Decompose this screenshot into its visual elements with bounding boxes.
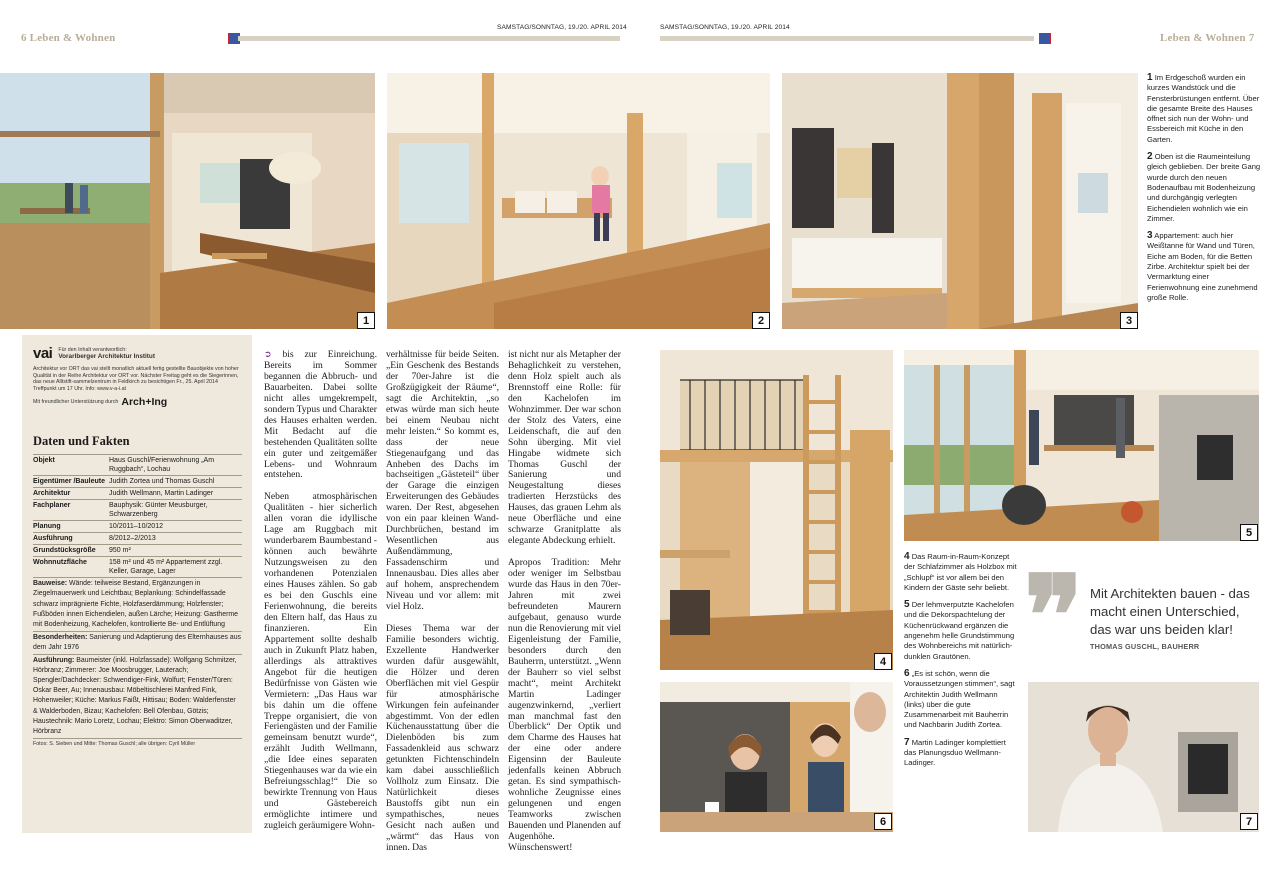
caption-7	[904, 738, 1019, 769]
photo-number-1: 1	[357, 312, 375, 329]
article-paragraph: verhältnisse für beide Seiten. „Ein Geschenk des Bestands der 70er-Jahre ist die Großzügigkeit der Räume“, sagt die Architektin, „so etwas würde man sich heute bei einem Neubau nicht mehr leisten.“ So kommt es, dass der neue Stiegenaufgang und das Anheben des Dachs im bachseitigen „Gästeteil“ über der Garage die einzigen Erweiterungen des Gebäudes waren. Der Rest, abgesehen von ein paar kleinen Wand-Durchbrüchen, bestand im Wesentlichen aus Außendämmung, Fassadenschirm und Innenausbau. Dies alles aber auf hohem, ansprechendem Niveau und vor allem: mit viel Holz.	[386, 349, 499, 612]
newspaper-logo-icon	[1039, 33, 1051, 44]
article-paragraph: ist nicht nur als Metapher der Behaglichkeit zu verstehen, denn Holz spielt auch als Brennstoff eine Rolle: für den Kachelofen im Wohnzimmer. Der war schon der Stolz des Vaters, eine Leidenschaft, die auf den Sohn überging. Mit viel Hingabe widmete sich Thomas Guschl der Sanierung und Neugestaltung dieses tradierten Herzstücks des Hauses, das grauen Lehm als neue Oberfläche und eine schwarze Granitplatte als elegante Abdeckung erhielt.	[508, 349, 621, 547]
bottom-captions	[904, 552, 1019, 776]
sponsor-logo: Arch+Ing	[121, 396, 168, 409]
caption-1	[1147, 73, 1262, 145]
photo-loft-ladder	[660, 350, 893, 670]
left-page-header	[21, 32, 115, 44]
facts-besonderheiten: Besonderheiten: Sanierung und Adaptierung des Elternhauses aus dem Jahr 1976	[33, 632, 242, 655]
photo-number-2: 2	[752, 312, 770, 329]
photo-living-stove	[904, 350, 1259, 541]
top-captions	[1147, 73, 1262, 310]
caption-text: Das Raum-in-Raum-Konzept der Schlafzimmer als Holzbox mit „Schlupf“ ist vor allem bei den Kindern der Gäste sehr beliebt.	[904, 552, 1017, 592]
caption-3	[1147, 231, 1262, 303]
continued-arrow-icon: ➲	[264, 350, 272, 360]
support-label: Mit freundlicher Unterstützung durch	[33, 399, 119, 406]
caption-number: 7	[904, 736, 910, 748]
facts-table	[33, 454, 242, 578]
quote-source: THOMAS GUSCHL, BAUHERR	[1090, 642, 1200, 651]
facts-row: Fachplaner Bauphysik: Günter Meusburger, Schwarzenberg	[33, 500, 242, 521]
photo-credits: Fotos: S. Sieben und Mitte: Thomas Guschl; alle übrigen: Cyril Müller	[33, 740, 196, 747]
left-section-title: Leben & Wohnen	[29, 32, 116, 44]
article-paragraph: bis zur Einreichung. Bereits im Sommer begannen die Abbruch- und Bauarbeiten. Dabei sollte nicht alles umgekrempelt, sondern Typus und Charakter des Hauses erhalten werden. Mit Bedacht auf die bestehenden Qualitäten sollte ein guter und zeitgemäßer Lebens- und Wohnraum entstehen.	[264, 349, 377, 481]
photo-apartment-bedroom	[782, 73, 1138, 329]
facts-row: Planung 10/2011–10/2012	[33, 521, 242, 533]
caption-number: 1	[1147, 72, 1153, 83]
caption-6	[904, 669, 1019, 731]
caption-number: 4	[904, 551, 910, 562]
caption-2	[1147, 152, 1262, 224]
facts-ausfuehrung: Ausführung: Baumeister (inkl. Holzfassade): Wolfgang Schmitzer, Hörbranz; Zimmerer: Joe Moosbrugger, Lauterach; Spengler/Dachdecker: Schwendiger-Fink, Wolfurt; Fenster/Türen: Oskar Beer, Au; Innenausbau: Möbeltischlerei Manfred Fink, Hohenweiler; Küche: Markus Faißt, Hittisau; Boden: Walderfenster & Walderboden, Bizau; Kachelofen: Bell Ofenbau, Götzis; Haustechnik: Mario Loretz, Lochau; Elektro: Simon Oberwaditzer, Hörbranz	[33, 655, 242, 739]
facts-box	[22, 335, 252, 833]
photo-upstairs-hallway	[387, 73, 770, 329]
caption-text: „Es ist schön, wenn die Voraussetzungen stimmen“, sagt Architektin Judith Wellmann (links) über die gute Zusammenarbeit mit Bauherrin und Nachbarin Judith Zortea.	[904, 668, 1015, 730]
photo-number-7: 7	[1240, 813, 1258, 830]
responsible-label: Für den Inhalt verantwortlich:	[58, 347, 127, 353]
article-column-2	[386, 350, 499, 854]
quote-mark-icon: ❞	[1024, 556, 1084, 678]
photo-living-dining	[0, 73, 375, 329]
facts-row: Objekt Haus Guschl/Ferienwohnung „Am Ruggbach“, Lochau	[33, 455, 242, 476]
photo-number-5: 5	[1240, 524, 1258, 541]
facts-heading: Daten und Fakten	[33, 434, 130, 449]
left-header-rule	[238, 36, 620, 41]
left-date: SAMSTAG/SONNTAG, 19./20. APRIL 2014	[497, 24, 627, 31]
caption-number: 2	[1147, 151, 1153, 163]
caption-text: Appartement: auch hier Weißtanne für Wand und Türen, Eiche am Boden, für die Betten Zirbe. Architektur spielt bei der Vermarktung einer Ferienwohnung eine zunehmend große Rolle.	[1147, 231, 1258, 302]
right-header-rule	[660, 36, 1034, 41]
caption-number: 5	[904, 599, 910, 611]
article-column-3	[508, 350, 621, 854]
caption-text: Oben ist die Raumeinteilung gleich geblieben. Der breite Gang wurde durch den neuen Bodenaufbau mit Bodenheizung und durchgängig verlegten Eichendielen wohnlich wie ein Zimmer.	[1147, 152, 1261, 223]
facts-row: Eigentümer /Bauleute Judith Zortea und Thomas Guschl	[33, 476, 242, 488]
pull-quote: Mit Architekten bauen - das macht einen Unterschied, das war uns beiden klar!	[1090, 586, 1250, 637]
facts-row: Ausführung 8/2012–2/2013	[33, 533, 242, 545]
caption-text: Der lehmverputzte Kachelofen und die Dekorspachtelung der Küchenrückwand ergänzen die angenehm helle Grundstimmung des Wohnbereichs mit natürlich-dunklen Grautönen.	[904, 600, 1015, 661]
photo-number-4: 4	[874, 653, 892, 670]
facts-bauweise: Bauweise: Wände: teilweise Bestand, Ergänzungen in Ziegelmauerwerk und Leichtbau; Beplankung: Schindelfassade schwarz imprägnierte Fichte, Holzfaserdämmung; Holzfenster; Fußböden innen Eichendielen, außen Lärche; Heizung: Gastherme mit Bodenheizung, Kachelofen, kontrollierte Be- und Entlüftung	[33, 578, 242, 631]
caption-number: 3	[1147, 230, 1153, 242]
institute-name: Vorarlberger Architektur Institut	[58, 352, 155, 360]
photo-architect-and-owner	[660, 682, 893, 832]
photo-number-6: 6	[874, 813, 892, 830]
article-paragraph: Apropos Tradition: Mehr oder weniger im Selbstbau wurde das Haus in den 70er-Jahren mit zwei befreundeten Maurern aufgebaut, genauso wurde nun die Renovierung mit viel Eigenleistung der Familie, besonders durch den Bauherrn, unterstützt. „Wenn der Bauherr so viel selbst macht“, meint Architekt Martin Ladinger augenzwinkernd, „verliert man manchmal fast den Überblick“ Der Optik und dem Charme des Hauses hat der eine oder andere Eigensinn der Bauleute jedenfalls keinen Abbruch getan. Es sind sympathisch-wohnliche Zeugnisse eines gelungenen und engen Teamworks zwischen Bauenden und Planenden auf Augenhöhe. Wünschenswert!	[508, 557, 621, 853]
facts-row: Grundstücksgröße 950 m²	[33, 545, 242, 557]
right-page-header	[1160, 32, 1254, 44]
article-column-1	[264, 350, 377, 832]
article-paragraph: Neben atmosphärischen Qualitäten - hier sicherlich allen voran die idyllische Lage am Ruggbach mit wunderbarem Baumbestand - können auch bewährte Nutzungsweisen zu den vorhandenen Potenzialen eines Hauses zählen. So gab es bei den Guschls eine Ferienwohnung, die bereits den Eltern half, das Haus zu finanzieren. Ein Appartement sollte deshalb auch in Zukunft Platz haben, allerdings als attraktives Angebot für die heutigen Bedürfnisse von Gästen wie Vermietern: „Das Haus war bis dahin um die offene Treppe organisiert, die von Feriengästen und der Familie gemeinsam benutzt wurde“, erzählt Judith Wellmann, „die Idee eines separaten Stiegenhauses war da wie ein Befreiungsschlag!“ Die so bewirkte Trennung von Haus und Gästebereich ermöglichte intimere und zugleich geräumigere Wohn-	[264, 491, 377, 832]
right-date: SAMSTAG/SONNTAG, 19./20. APRIL 2014	[660, 24, 790, 31]
caption-text: Martin Ladinger komplettiert das Planungsduo Wellmann-Ladinger.	[904, 737, 1006, 768]
photo-number-3: 3	[1120, 312, 1138, 329]
caption-5	[904, 600, 1019, 662]
facts-intro: Architektur vor ORT das vai stellt monatlich aktuell fertig gestellte Bauobjekte von hoher Qualität in der Reihe Architektur vor ORT vor. Nächster Freitag geht es die Siegerinnen, das neue Alltstift-sammelzentrum in Feldkirch zu besichtigen Fr., 25. April 2014 Treffpunkt um 17 Uhr. Info: www.v-a-i.at	[33, 366, 239, 392]
photo-architect-portrait	[1028, 682, 1259, 832]
caption-number: 6	[904, 667, 910, 679]
left-page-number: 6	[21, 32, 27, 44]
caption-4	[904, 552, 1019, 593]
facts-row: Wohnnutzfläche 158 m² und 45 m² Appartement zzgl. Keller, Garage, Lager	[33, 557, 242, 578]
right-page-number: 7	[1248, 32, 1255, 44]
facts-row: Architektur Judith Wellmann, Martin Ladinger	[33, 488, 242, 500]
article-paragraph: Dieses Thema war der Familie besonders wichtig. Exzellente Handwerker wurden dafür ausgewählt, die Hölzer und deren Oberflächen mit viel Gespür für atmosphärische Wirkungen fein aufeinander abgestimmt. Von der edlen Küchenausstattung über die Dielenböden bis zum Fassadenkleid aus schwarz getunkten Fichtenschindeln kam dabei ausschließlich Vollholz zum Einsatz. Die Natürlichkeit dieses Baustoffs gibt nun ein sympathisches, neues Gesicht nach außen und „wärmt“ das Haus von innen. Das	[386, 622, 499, 853]
caption-text: Im Erdgeschoß wurden ein kurzes Wandstück und die Fensterbrüstungen entfernt. Über die gesamte Breite des Hauses öffnet sich nun der Wohn- und Essbereich mit Küche in den Garten.	[1147, 73, 1260, 144]
right-section-title: Leben & Wohnen	[1160, 32, 1246, 44]
vai-logo: vai	[33, 345, 53, 362]
